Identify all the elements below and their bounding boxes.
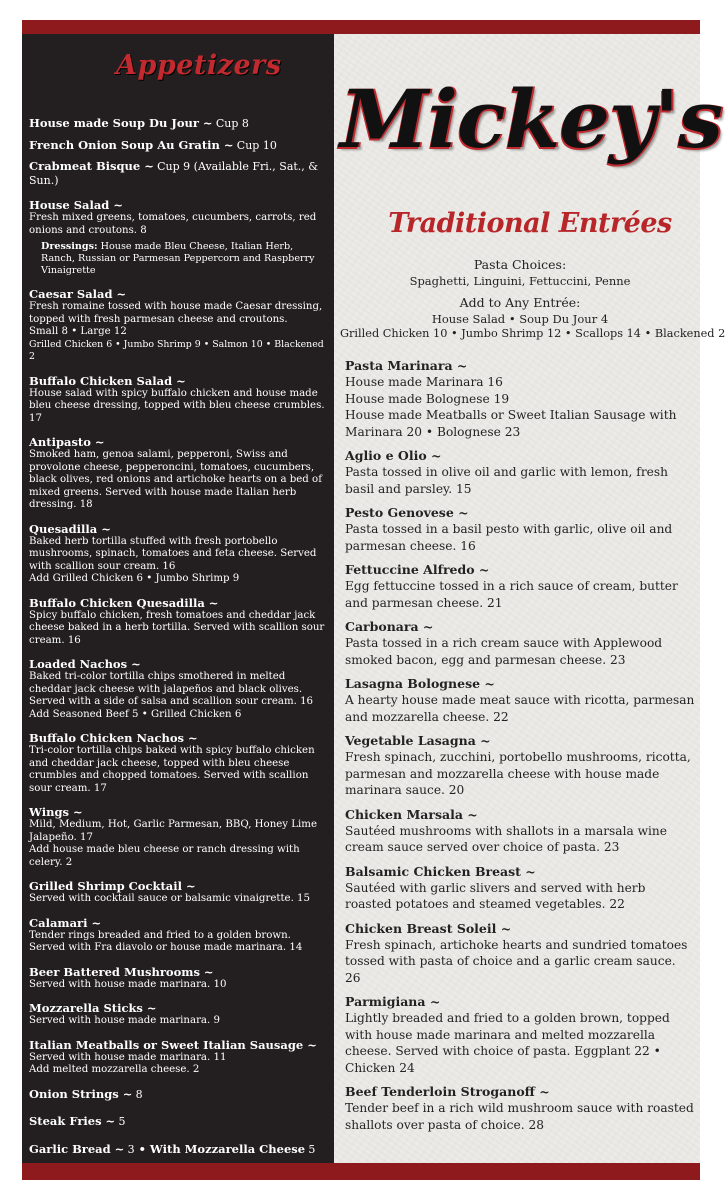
item-name: Grilled Shrimp Cocktail ~ — [29, 879, 196, 893]
menu-item — [29, 1142, 329, 1158]
menu-item — [345, 618, 695, 668]
item-price: Cup 9 (Available Fri., Sat., & Sun.) — [29, 160, 319, 187]
menu-item — [29, 522, 329, 586]
item-name: Aglio e Olio ~ — [345, 448, 442, 463]
add-to-entree-label: Add to Any Entrée: — [459, 295, 581, 310]
item-description: Small 8 • Large 12 — [29, 326, 127, 337]
item-name: Caesar Salad ~ — [29, 287, 127, 301]
menu-item — [29, 116, 329, 132]
item-name: Fettuccine Alfredo ~ — [345, 562, 490, 577]
menu-item — [345, 806, 695, 856]
item-description: Baked herb tortilla stuffed with fresh portobello mushrooms, spinach, tomatoes and feta cheese. Served with scallion sour cream. 16 — [29, 535, 317, 572]
menu-item — [29, 916, 329, 955]
menu-item — [345, 1083, 695, 1133]
item-description: House made Meatballs or Sweet Italian Sausage with Marinara 20 • Bolognese 23 — [345, 408, 677, 439]
item-description: Tender rings breaded and fried to a golden brown. Served with Fra diavolo or house made marinara. 14 — [29, 929, 303, 953]
menu-item — [29, 596, 329, 648]
menu-item — [345, 993, 695, 1076]
item-price: 8 — [135, 1087, 143, 1101]
menu-item — [29, 657, 329, 721]
item-description: A hearty house made meat sauce with ricotta, parmesan and mozzarella cheese. 22 — [345, 693, 695, 724]
item-description: Pasta tossed in olive oil and garlic with lemon, fresh basil and parsley. 15 — [345, 465, 668, 496]
menu-item — [345, 447, 695, 497]
item-name: Chicken Marsala ~ — [345, 806, 478, 822]
item-description: Served with cocktail sauce or balsamic vinaigrette. 15 — [29, 893, 311, 904]
item-name: French Onion Soup Au Gratin ~ — [29, 137, 234, 152]
item-description: Add Seasoned Beef 5 • Grilled Chicken 6 — [29, 708, 242, 720]
menu-item — [29, 731, 329, 795]
item-description: Fresh spinach, zucchini, portobello mushrooms, ricotta, parmesan and mozzarella cheese with house made marinara sauce. 20 — [345, 750, 691, 797]
item-name: Pesto Genovese ~ — [345, 505, 469, 520]
menu-item — [29, 138, 329, 154]
item-name: Chicken Breast Soleil ~ — [345, 920, 512, 936]
item-name: Vegetable Lasagna ~ — [345, 733, 491, 748]
item-name: House made Soup Du Jour ~ — [29, 116, 213, 130]
add-to-entree-line: Grilled Chicken 10 • Jumbo Shrimp 12 • Scallops 14 • Blackened 2 — [340, 327, 726, 340]
entrees-heading: Traditional Entrées — [388, 208, 672, 239]
restaurant-logo: Mickey's — [340, 72, 722, 166]
item-name: Pasta Marinara ~ — [345, 358, 468, 373]
item-name: Parmigiana ~ — [345, 994, 441, 1009]
item-description: Sautéed with garlic slivers and served with herb roasted potatoes and steamed vegetables. 22 — [345, 880, 646, 911]
item-name: Beef Tenderloin Stroganoff ~ — [345, 1084, 550, 1099]
item-name: Quesadilla ~ — [29, 521, 111, 536]
menu-item — [29, 1114, 329, 1130]
item-name: Lasagna Bolognese ~ — [345, 676, 495, 691]
item-description: Add melted mozzarella cheese. 2 — [29, 1064, 200, 1075]
item-name: Buffalo Chicken Nachos ~ — [29, 731, 198, 745]
item-name: Mozzarella Sticks ~ — [29, 1001, 157, 1015]
menu-item — [345, 675, 695, 725]
item-name: Italian Meatballs or Sweet Italian Sausage ~ — [29, 1037, 317, 1052]
item-description: House made Bolognese 19 — [345, 391, 510, 406]
menu-item — [29, 805, 329, 869]
dressings-text: House made Bleu Cheese, Italian Herb, Ranch, Russian or Parmesan Peppercorn and Raspberry Vinaigrette — [41, 241, 315, 276]
item-description: Fresh mixed greens, tomatoes, cucumbers, carrots, red onions and croutons. 8 — [29, 212, 317, 236]
menu-item — [29, 374, 329, 426]
item-description: Add house made bleu cheese or ranch dressing with celery. 2 — [29, 844, 300, 868]
item-description: Tri-color tortilla chips baked with spicy buffalo chicken and cheddar jack cheese, topped with bleu cheese crumbles and chopped tomatoes. Served with scallion sour cream. 17 — [29, 745, 315, 794]
item-description: Served with house made marinara. 10 — [29, 978, 227, 990]
item-description: House made Marinara 16 — [345, 375, 503, 389]
menu-item — [345, 561, 695, 611]
item-description: Pasta tossed in a basil pesto with garlic, olive oil and parmesan cheese. 16 — [345, 522, 673, 553]
item-description: Fresh spinach, artichoke hearts and sundried tomatoes tossed with pasta of choice and a garlic cream sauce. 26 — [345, 937, 688, 985]
item-name: Buffalo Chicken Salad ~ — [29, 373, 186, 388]
dressings-note — [29, 241, 329, 277]
item-description: Lightly breaded and fried to a golden brown, topped with house made marinara and melted mozzarella cheese. Served with choice of pasta. Eggplant 22 • Chicken 24 — [345, 1011, 670, 1075]
item-name: Wings ~ — [29, 805, 83, 819]
item-name: Loaded Nachos ~ — [29, 657, 141, 671]
item-name: Garlic Bread ~ — [29, 1141, 125, 1156]
add-to-entree-line: House Salad • Soup Du Jour 4 — [431, 312, 609, 326]
menu-item — [29, 879, 329, 906]
item-name: Crabmeat Bisque ~ — [29, 159, 154, 173]
pasta-choices-label: Pasta Choices: — [473, 257, 567, 272]
entrees-list — [345, 357, 695, 1140]
item-description: Pasta tossed in a rich cream sauce with Applewood smoked bacon, egg and parmesan cheese. 23 — [345, 636, 663, 667]
item-name: Calamari ~ — [29, 915, 102, 930]
item-name: Carbonara ~ — [345, 619, 434, 634]
item-price: 5 — [118, 1115, 126, 1128]
item-description: Served with house made marinara. 9 — [29, 1015, 220, 1026]
menu-item — [345, 863, 695, 913]
item-name: Steak Fries ~ — [29, 1114, 116, 1128]
menu-item — [29, 1038, 329, 1077]
item-price: 5 — [308, 1142, 316, 1156]
item-description: House salad with spicy buffalo chicken and house made bleu cheese dressing, topped with bleu cheese crumbles. 17 — [29, 387, 325, 424]
item-description: Served with house made marinara. 11 — [29, 1051, 227, 1063]
item-name: Onion Strings ~ — [29, 1086, 133, 1101]
menu-item — [29, 1001, 329, 1028]
item-description: Fresh romaine tossed with house made Caesar dressing, topped with fresh parmesan cheese and croutons. — [29, 301, 323, 325]
item-name: • With Mozzarella Cheese — [134, 1141, 306, 1156]
item-price: Cup 10 — [236, 138, 277, 152]
item-description: Add Grilled Chicken 6 • Jumbo Shrimp 9 — [29, 573, 240, 584]
item-description: Sautéed mushrooms with shallots in a marsala wine cream sauce served over choice of pasta. 23 — [345, 823, 667, 854]
item-name: Beer Battered Mushrooms ~ — [29, 964, 214, 979]
item-price: 3 — [127, 1142, 135, 1156]
pasta-choices: Spaghetti, Linguini, Fettuccini, Penne — [409, 274, 631, 288]
item-description: Baked tri-color tortilla chips smothered in melted cheddar jack cheese with jalapeños and black olives. Served with a side of salsa and scallion sour cream. 16 — [29, 671, 314, 707]
menu-item — [29, 159, 329, 188]
appetizers-heading: Appetizers — [116, 50, 282, 81]
menu-item — [29, 435, 329, 512]
item-name: House Salad ~ — [29, 198, 123, 212]
item-price: Cup 8 — [215, 117, 249, 130]
item-name: Antipasto ~ — [29, 435, 105, 449]
top-border-band — [22, 20, 700, 34]
item-description: Egg fettuccine tossed in a rich sauce of cream, butter and parmesan cheese. 21 — [345, 579, 678, 610]
menu-item — [29, 198, 329, 277]
item-description: Smoked ham, genoa salami, pepperoni, Swiss and provolone cheese, pepperoncini, tomatoes, cucumbers, black olives, red onions and artichoke hearts on a bed of mixed greens. Served with house made Italian herb dressing. 18 — [29, 449, 322, 510]
item-description: Spicy buffalo chicken, fresh tomatoes and cheddar jack cheese baked in a herb tortilla. Served with scallion sour cream. 16 — [29, 609, 325, 646]
menu-item — [345, 504, 695, 554]
item-name: Balsamic Chicken Breast ~ — [345, 863, 536, 879]
menu-item — [29, 287, 329, 364]
menu-item — [345, 732, 695, 799]
menu-item — [345, 357, 695, 440]
menu-item — [29, 965, 329, 992]
item-name: Buffalo Chicken Quesadilla ~ — [29, 595, 219, 610]
item-description: Grilled Chicken 6 • Jumbo Shrimp 9 • Salmon 10 • Blackened 2 — [29, 338, 324, 362]
dressings-label: Dressings: — [41, 241, 98, 252]
appetizers-list — [29, 116, 329, 1167]
menu-item — [345, 920, 695, 987]
item-description: Tender beef in a rich wild mushroom sauce with roasted shallots over pasta of choice. 28 — [345, 1101, 694, 1132]
item-description: Mild, Medium, Hot, Garlic Parmesan, BBQ, Honey Lime Jalapeño. 17 — [29, 819, 317, 843]
menu-item — [29, 1087, 329, 1103]
